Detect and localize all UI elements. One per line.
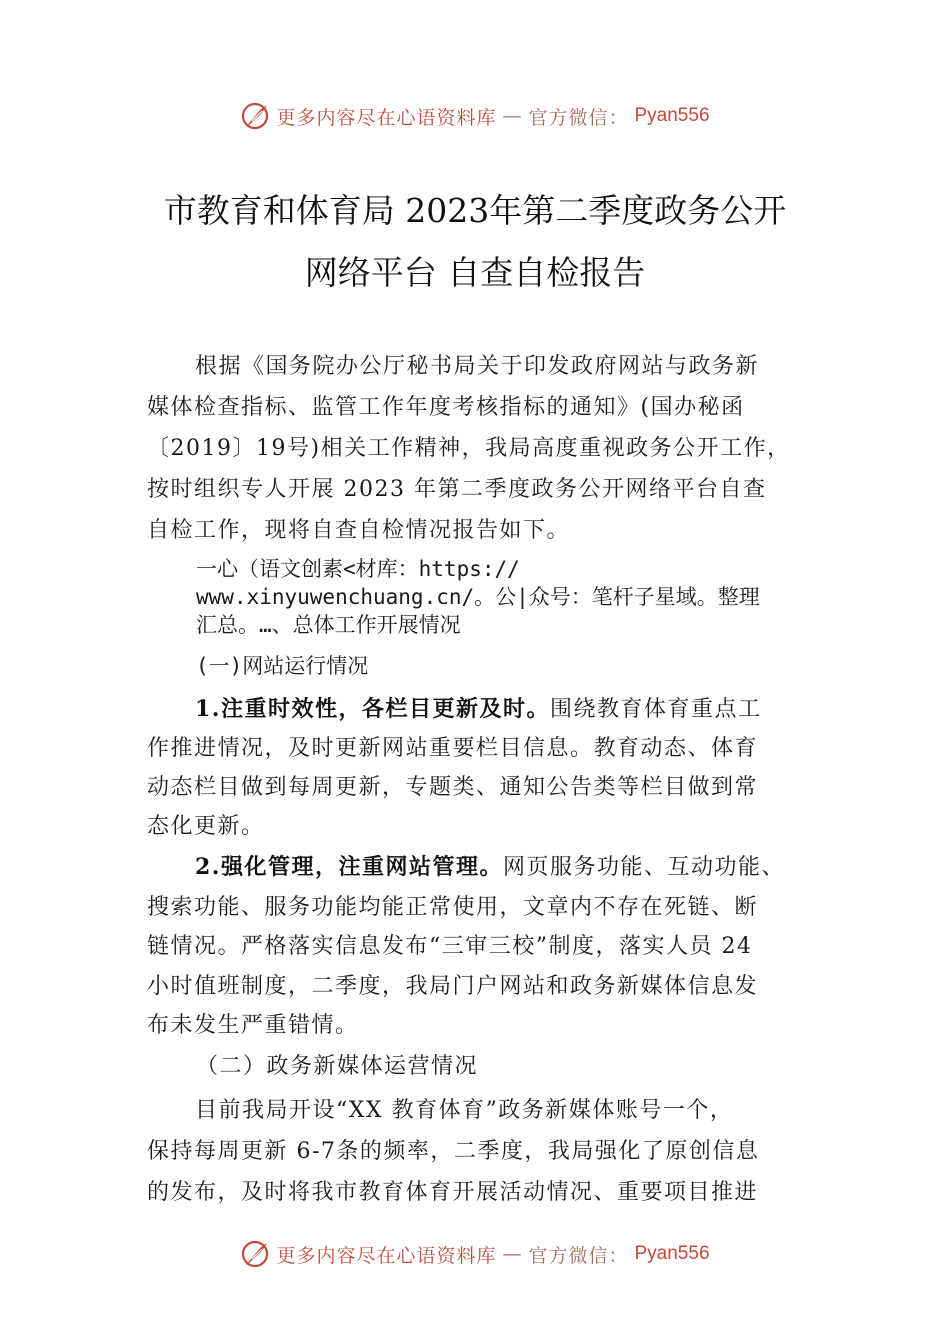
inserted-line: www.xinyuwenchuang.cn/。公|众号：笔杆子星域。整理 bbox=[196, 585, 760, 609]
watermark-brand-text: 更多内容尽在心语资料库 bbox=[276, 1244, 497, 1267]
watermark-banner-top bbox=[0, 96, 950, 136]
intro-line: 自检工作，现将自查自检情况报告如下。 bbox=[147, 518, 571, 543]
section2-line: 目前我局开设“XX 教育体育”政务新媒体账号一个， bbox=[195, 1098, 734, 1123]
watermark-wechat-id: Pyan556 bbox=[634, 1243, 710, 1264]
watermark-brand-text: 更多内容尽在心语资料库 bbox=[276, 106, 497, 129]
document-title-line1: 市教育和体育局 2023年第二季度政务公开 bbox=[163, 191, 787, 230]
inserted-line: 一心（语文创素<材库：https:// bbox=[196, 557, 520, 581]
intro-line: 媒体检查指标、监管工作年度考核指标的通知》(国办秘函 bbox=[147, 395, 745, 420]
item2-lead: 2.强化管理，注重网站管理。 bbox=[195, 854, 503, 880]
inserted-line: 汇总。…、总体工作开展情况 bbox=[196, 613, 461, 637]
document-title-line2: 网络平台 自查自检报告 bbox=[304, 253, 646, 292]
section2-heading: （二）政务新媒体运营情况 bbox=[196, 1054, 479, 1079]
intro-line: 〔2019〕19号)相关工作精神，我局高度重视政务公开工作， bbox=[147, 436, 791, 461]
item1-line: 作推进情况，及时更新网站重要栏目信息。教育动态、体育 bbox=[147, 736, 759, 761]
watermark-banner-bottom bbox=[0, 1234, 950, 1274]
inserted-text-block bbox=[196, 555, 836, 639]
item2-line: 布未发生严重错情。 bbox=[147, 1013, 359, 1038]
section2-line: 的发布，及时将我市教育体育开展活动情况、重要项目推进 bbox=[147, 1180, 759, 1205]
item1-line: 动态栏目做到每周更新，专题类、通知公告类等栏目做到常 bbox=[147, 775, 759, 800]
watermark-wechat-label: 官方微信： bbox=[528, 1244, 629, 1267]
item1-lead: 1.注重时效性，各栏目更新及时。 bbox=[195, 696, 550, 722]
watermark-wechat-label: 官方微信： bbox=[528, 106, 629, 129]
watermark-wechat-id: Pyan556 bbox=[634, 105, 710, 126]
item1-text: 围绕教育体育重点工 bbox=[549, 697, 762, 722]
feather-logo-icon bbox=[240, 101, 270, 131]
item2-line: 链情况。严格落实信息发布“三审三校”制度，落实人员 24 bbox=[147, 934, 753, 959]
item2-line: 搜索功能、服务功能均能正常使用，文章内不存在死链、断 bbox=[147, 894, 759, 920]
watermark-separator: — bbox=[502, 1243, 523, 1265]
item1-paragraph bbox=[147, 690, 807, 846]
item2-text: 网页服务功能、互动功能、 bbox=[502, 855, 785, 880]
section2-paragraph bbox=[147, 1090, 807, 1213]
item2-paragraph bbox=[147, 848, 807, 1046]
feather-logo-icon bbox=[240, 1239, 270, 1269]
item2-line: 小时值班制度，二季度，我局门户网站和政务新媒体信息发 bbox=[147, 973, 759, 999]
watermark-separator: — bbox=[502, 105, 523, 127]
section2-line: 保持每周更新 6-7条的频率，二季度，我局强化了原创信息 bbox=[147, 1139, 760, 1164]
intro-line: 根据《国务院办公厅秘书局关于印发政府网站与政务新 bbox=[195, 354, 760, 379]
intro-line: 按时组织专人开展 2023 年第二季度政务公开网络平台自查 bbox=[147, 477, 767, 502]
item1-line: 态化更新。 bbox=[147, 814, 265, 839]
section1-heading: (一)网站运行情况 bbox=[196, 654, 369, 678]
intro-paragraph bbox=[147, 346, 807, 551]
